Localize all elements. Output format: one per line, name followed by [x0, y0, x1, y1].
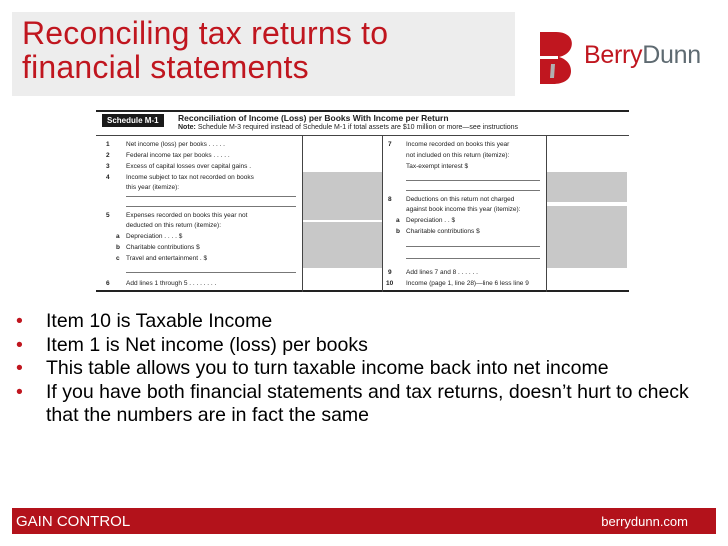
form-line-text: against book income this year (itemize):: [406, 206, 521, 213]
slide-title-line1: Reconciling tax returns to: [22, 15, 389, 51]
form-line-num: 9: [388, 269, 392, 276]
form-line-num: 8: [388, 196, 392, 203]
form-line-num: a: [396, 217, 400, 224]
slide-title-line2: financial statements: [22, 49, 309, 85]
form-title: Reconciliation of Income (Loss) per Books With Income per Return: [178, 113, 449, 123]
form-line-text: Income recorded on books this year: [406, 141, 510, 148]
form-tag: Schedule M-1: [102, 114, 164, 127]
form-line-num: a: [116, 233, 120, 240]
form-line-text: this year (itemize):: [126, 184, 180, 191]
form-line-num: 10: [386, 280, 394, 287]
form-line-text: Depreciation . . $: [406, 217, 456, 224]
form-line-text: Depreciation . . . . $: [126, 233, 183, 240]
form-line-text: Expenses recorded on books this year not: [126, 212, 248, 219]
form-line-num: 3: [106, 163, 110, 170]
form-line-text: Excess of capital losses over capital gains .: [126, 163, 252, 170]
shaded-cell: [547, 206, 627, 268]
bullet-item: • This table allows you to turn taxable income back into net income: [14, 357, 714, 381]
entry-line: [126, 272, 296, 273]
form-line-text: Add lines 1 through 5 . . . . . . . .: [126, 280, 217, 287]
form-header: [96, 112, 629, 136]
form-line-text: Charitable contributions $: [126, 244, 200, 251]
form-line-text: Net income (loss) per books . . . . .: [126, 141, 225, 148]
logo: [520, 12, 716, 96]
footer-bar: [12, 508, 716, 534]
form-line-num: b: [116, 244, 120, 251]
shaded-cell: [547, 172, 627, 202]
form-line-num: 7: [388, 141, 392, 148]
logo-text-berry: Berry: [584, 41, 643, 69]
form-line-num: 1: [106, 141, 110, 148]
entry-line: [406, 180, 540, 181]
entry-line: [406, 190, 540, 191]
footer-website[interactable]: berrydunn.com: [601, 514, 688, 529]
bullet-item: • Item 1 is Net income (loss) per books: [14, 334, 714, 358]
bullet-item: • If you have both financial statements and tax returns, doesn’t hurt to check that the numbers are in fact the same: [14, 381, 714, 428]
bullet-list: [14, 310, 714, 428]
form-line-num: b: [396, 228, 400, 235]
form-line-text: deducted on this return (itemize):: [126, 222, 222, 229]
form-line-num: c: [116, 255, 120, 262]
shaded-cell: [303, 222, 382, 268]
form-line-text: Income (page 1, line 28)—line 6 less line 9: [406, 280, 529, 287]
form-line-text: Income subject to tax not recorded on books: [126, 174, 254, 181]
form-line-text: Federal income tax per books . . . . .: [126, 152, 230, 159]
logo-wordmark: [584, 40, 701, 70]
form-line-num: 4: [106, 174, 110, 181]
logo-text-dunn: Dunn: [642, 41, 701, 69]
form-note-text: Schedule M-3 required instead of Schedule M-1 if total assets are $10 million or more—see instructions: [197, 124, 519, 131]
entry-line: [406, 258, 540, 259]
form-line-text: Charitable contributions $: [406, 228, 480, 235]
form-line-text: Travel and entertainment . $: [126, 255, 208, 262]
form-line-num: 2: [106, 152, 110, 159]
entry-line: [126, 206, 296, 207]
form-line-num: 6: [106, 280, 110, 287]
form-line-text: Tax-exempt interest $: [406, 163, 469, 170]
entry-line: [126, 196, 296, 197]
schedule-m1-form: [96, 110, 629, 292]
column-divider: [382, 136, 383, 292]
form-line-text: Deductions on this return not charged: [406, 196, 515, 203]
bullet-item: • Item 10 is Taxable Income: [14, 310, 714, 334]
form-line-text: Add lines 7 and 8 . . . . . .: [406, 269, 478, 276]
footer-tagline: GAIN CONTROL: [16, 513, 131, 530]
slide-title-box: [12, 12, 515, 96]
form-line-num: 5: [106, 212, 110, 219]
entry-line: [406, 246, 540, 247]
form-note: [178, 124, 518, 131]
form-line-text: not included on this return (itemize):: [406, 152, 510, 159]
shaded-cell: [303, 172, 382, 220]
form-note-label: Note:: [178, 124, 196, 131]
berrydunn-logo-icon: [538, 28, 578, 86]
